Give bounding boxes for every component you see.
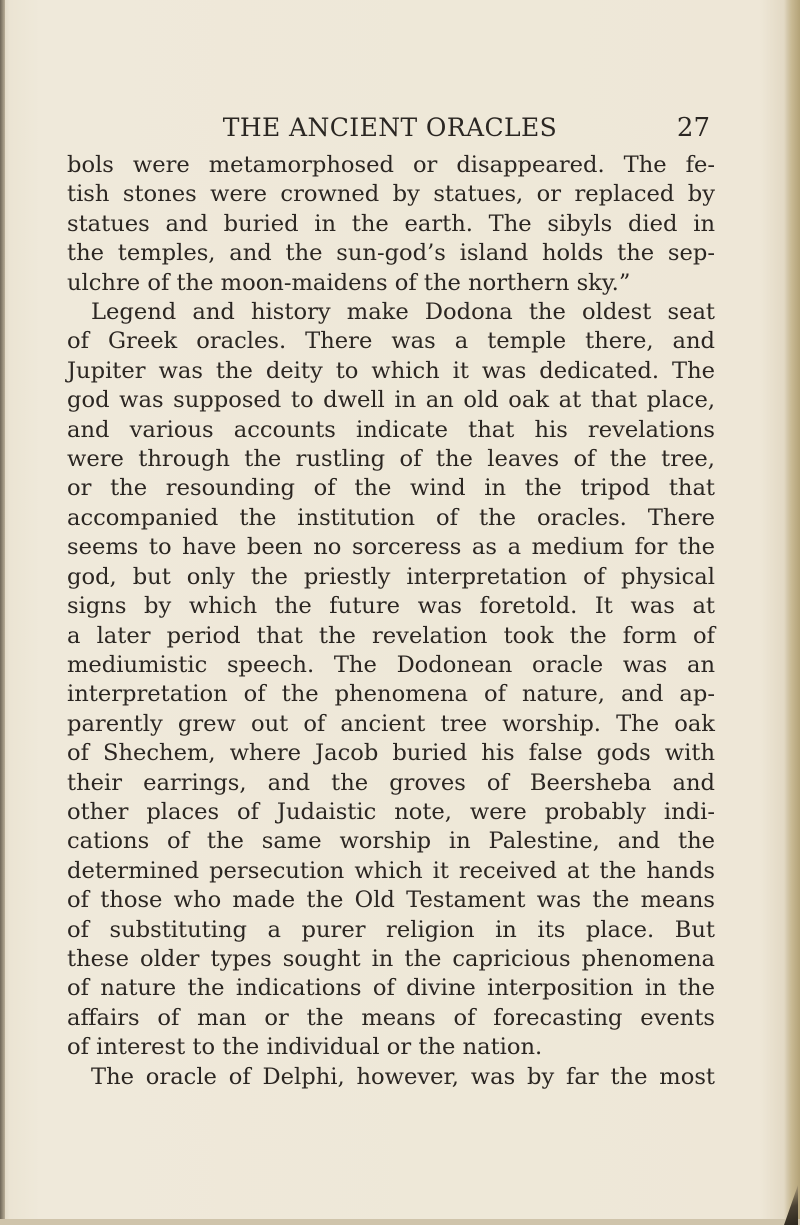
page-binding-edge bbox=[0, 0, 5, 1225]
text-line: their earrings, and the groves of Beersheba and bbox=[67, 769, 715, 796]
text-line: god, but only the priestly interpretation of physical bbox=[67, 563, 715, 590]
text-line: affairs of man or the means of forecasting events bbox=[67, 1004, 715, 1031]
text-line: determined persecution which it received at the hands bbox=[67, 857, 715, 884]
text-line: Jupiter was the deity to which it was dedicated. The bbox=[67, 357, 715, 384]
text-line: of substituting a purer religion in its place. But bbox=[67, 916, 715, 943]
text-line: the temples, and the sun-god’s island holds the sep- bbox=[67, 240, 715, 267]
text-line: cations of the same worship in Palestine, and the bbox=[67, 828, 715, 855]
page-outer-edge bbox=[784, 0, 800, 1225]
text-line: these older types sought in the capricious phenomena bbox=[67, 945, 715, 972]
page-bottom-edge bbox=[0, 1219, 800, 1225]
text-line: of Shechem, where Jacob buried his false gods with bbox=[67, 740, 715, 767]
text-line: of nature the indications of divine interposition in the bbox=[67, 975, 715, 1002]
text-line: tish stones were crowned by statues, or replaced by bbox=[67, 181, 715, 208]
text-line: statues and buried in the earth. The sibyls died in bbox=[67, 210, 715, 237]
text-line: accompanied the institution of the oracles. There bbox=[67, 504, 715, 531]
text-line: The oracle of Delphi, however, was by far the most bbox=[91, 1063, 715, 1090]
text-line: a later period that the revelation took the form of bbox=[67, 622, 715, 649]
page-number: 27 bbox=[676, 113, 710, 143]
text-line: interpretation of the phenomena of nature, and ap- bbox=[67, 681, 715, 708]
text-line: bols were metamorphosed or disappeared. The fe- bbox=[67, 152, 715, 178]
text-line: and various accounts indicate that his revelations bbox=[67, 416, 715, 443]
text-line: were through the rustling of the leaves of the tree, bbox=[67, 446, 715, 473]
text-line: seems to have been no sorceress as a medium for the bbox=[67, 534, 715, 561]
text-line: of Greek oracles. There was a temple there, and bbox=[67, 328, 715, 355]
text-line: of those who made the Old Testament was the means bbox=[67, 887, 715, 914]
running-head: THE ANCIENT ORACLES bbox=[222, 113, 558, 142]
text-line: ulchre of the moon-maidens of the northern sky.” bbox=[67, 269, 631, 296]
text-line: or the resounding of the wind in the tripod that bbox=[67, 475, 715, 502]
text-line: god was supposed to dwell in an old oak at that place, bbox=[67, 387, 715, 414]
body-text bbox=[67, 151, 715, 1092]
text-line: other places of Judaistic note, were probably indi- bbox=[67, 798, 715, 825]
page-header bbox=[70, 111, 710, 145]
text-line: Legend and history make Dodona the oldest seat bbox=[91, 299, 715, 326]
text-line: mediumistic speech. The Dodonean oracle was an bbox=[67, 651, 715, 678]
text-line: signs by which the future was foretold. It was at bbox=[67, 593, 715, 620]
text-line: of interest to the individual or the nation. bbox=[67, 1034, 543, 1061]
text-line: parently grew out of ancient tree worship. The oak bbox=[67, 710, 715, 737]
